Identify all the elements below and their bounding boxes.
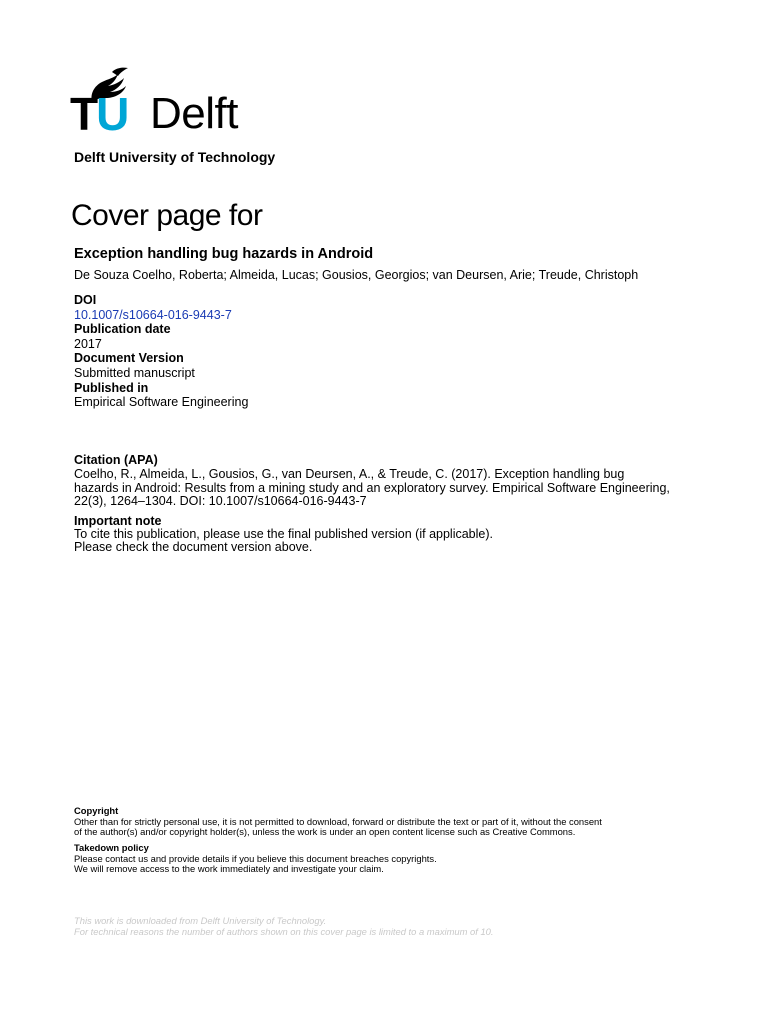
citation-line: hazards in Android: Results from a mining study and an exploratory survey. Empirical Software Engineering, <box>74 480 670 495</box>
publication-date-value: 2017 <box>74 336 102 351</box>
copyright-line: of the author(s) and/or copyright holder(s), unless the work is under an open content license such as Creative Commons. <box>74 826 576 837</box>
citation-line: 22(3), 1264–1304. DOI: 10.1007/s10664-016-9443-7 <box>74 494 367 509</box>
takedown-line: We will remove access to the work immediately and investigate your claim. <box>74 863 384 874</box>
cover-heading: Cover page for <box>71 199 263 232</box>
takedown-label: Takedown policy <box>74 842 149 853</box>
footer-line: For technical reasons the number of authors shown on this cover page is limited to a maximum of 10. <box>74 926 494 937</box>
publication-title: Exception handling bug hazards in Android <box>74 246 374 262</box>
document-version-label: Document Version <box>74 351 184 366</box>
important-note-block <box>74 515 493 555</box>
authors: De Souza Coelho, Roberta; Almeida, Lucas; Gousios, Georgios; van Deursen, Arie; Treude, Christoph <box>74 268 639 282</box>
published-in-value: Empirical Software Engineering <box>74 395 249 410</box>
tu-delft-logo <box>70 66 260 140</box>
university-name: Delft University of Technology <box>74 149 276 165</box>
citation-block <box>74 454 714 509</box>
document-version-value: Submitted manuscript <box>74 365 195 380</box>
copyright-label: Copyright <box>74 805 119 816</box>
download-footer <box>74 915 493 937</box>
tu-letter-t: T <box>70 88 97 140</box>
tu-mark <box>70 90 127 138</box>
citation-label: Citation (APA) <box>74 453 158 467</box>
takedown-line: Please contact us and provide details if you believe this document breaches copyrights. <box>74 852 437 864</box>
doi-label: DOI <box>74 293 97 307</box>
copyright-block <box>74 806 694 838</box>
citation-line: Coelho, R., Almeida, L., Gousios, G., van Deursen, A., & Treude, C. (2017). Exception handling bug <box>74 466 625 481</box>
doi-link[interactable]: 10.1007/s10664-016-9443-7 <box>74 307 232 322</box>
publication-date-label: Publication date <box>74 322 171 337</box>
tu-letter-u: U <box>96 88 128 140</box>
published-in-label: Published in <box>74 380 149 395</box>
important-note-line: Please check the document version above. <box>74 540 313 555</box>
footer-line: This work is downloaded from Delft University of Technology. <box>74 915 327 926</box>
takedown-block <box>74 843 437 875</box>
important-note-line: To cite this publication, please use the final published version (if applicable). <box>74 527 493 542</box>
metadata-block <box>74 293 248 410</box>
copyright-line: Other than for strictly personal use, it is not permitted to download, forward or distribute the text or part of it, without the consent <box>74 815 602 827</box>
important-note-label: Important note <box>74 514 162 528</box>
delft-wordmark: Delft <box>150 89 238 138</box>
